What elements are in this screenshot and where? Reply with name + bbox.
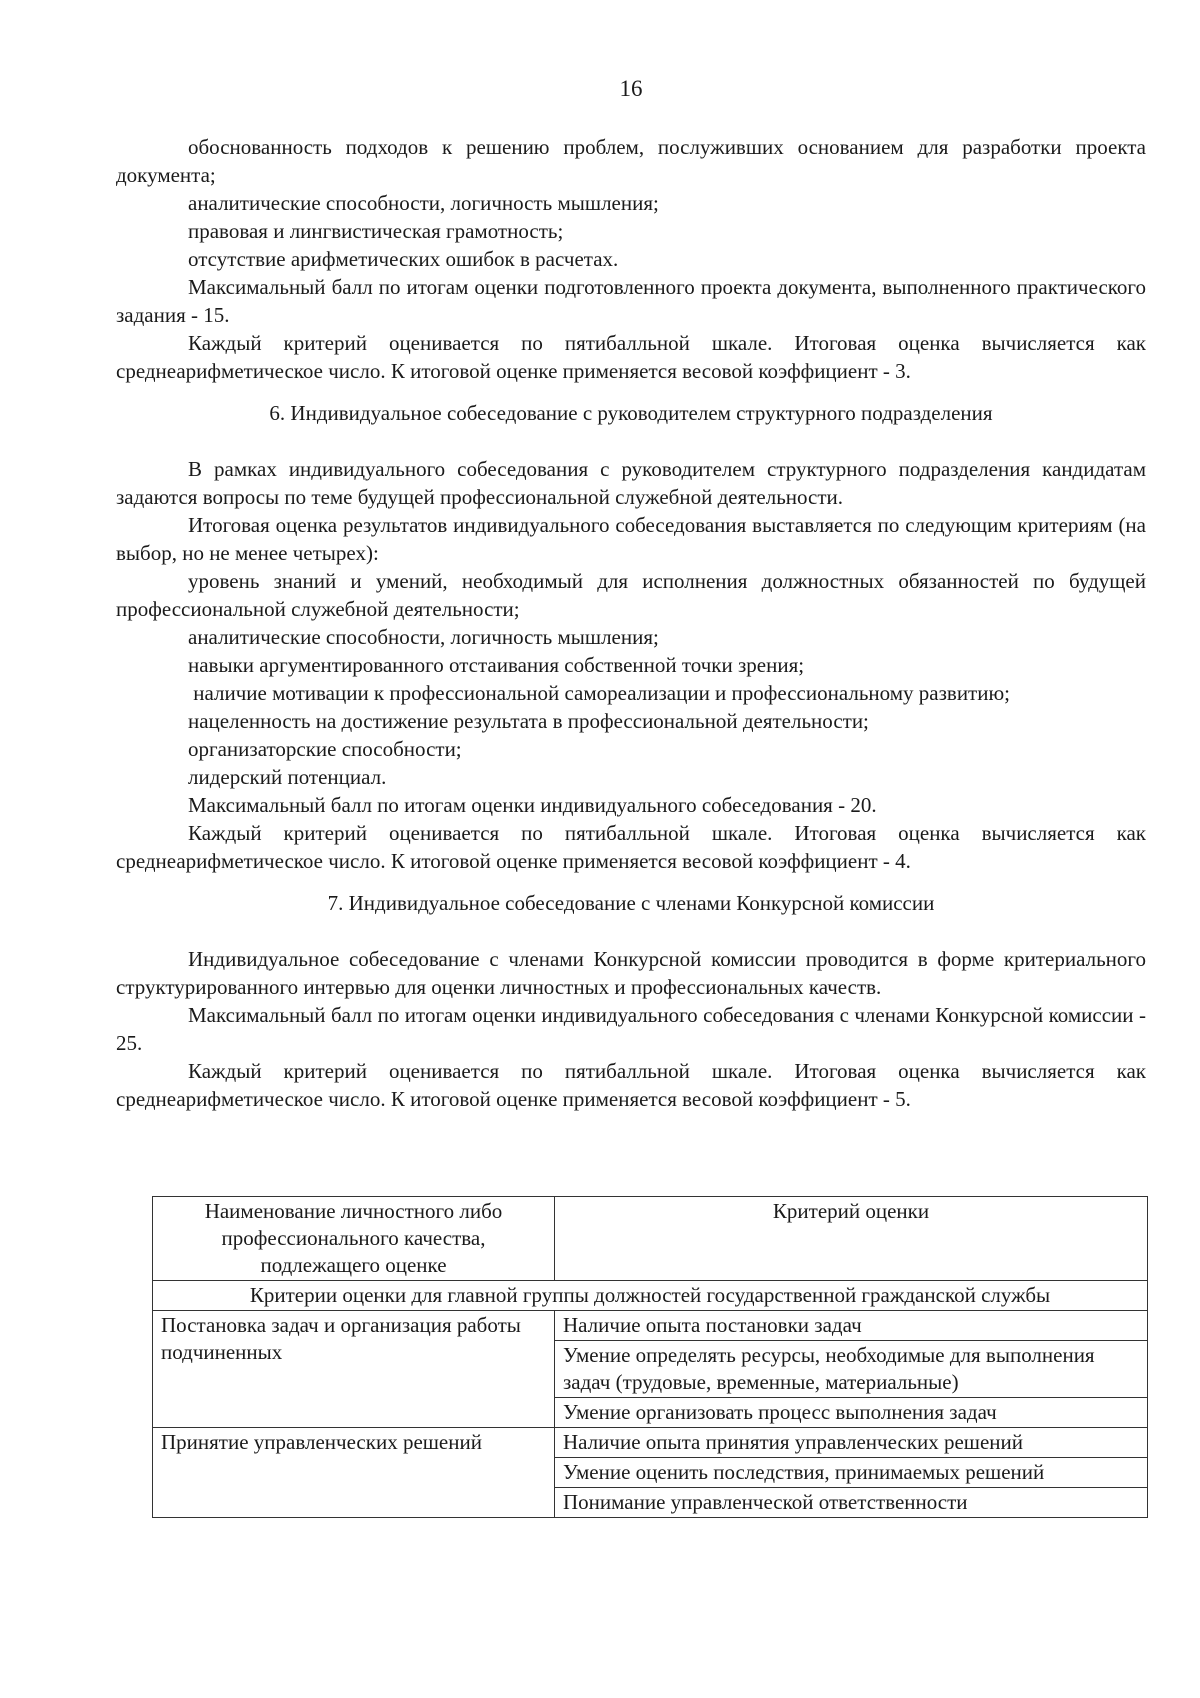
page-number: 16 xyxy=(619,76,643,101)
intro-paragraph-5: Максимальный балл по итогам оценки подготовленного проекта документа, выполненного практического задания - 15. xyxy=(116,275,1146,327)
section-6-paragraph-10: Максимальный балл по итогам оценки индивидуального собеседования - 20. xyxy=(188,793,877,817)
section-6-paragraph-1: В рамках индивидуального собеседования с руководителем структурного подразделения кандидатам задаются вопросы по теме будущей профессиональной служебной деятельности. xyxy=(116,457,1146,509)
section-6-paragraph-9: лидерский потенциал. xyxy=(188,765,387,789)
section-6-paragraph-4: аналитические способности, логичность мышления; xyxy=(188,625,659,649)
intro-paragraph-3: правовая и лингвистическая грамотность; xyxy=(188,219,564,243)
table-criterion: Умение оценить последствия, принимаемых решений xyxy=(555,1458,1148,1488)
table-criterion: Умение организовать процесс выполнения задач xyxy=(555,1398,1148,1428)
intro-paragraph-6: Каждый критерий оценивается по пятибалльной шкале. Итоговая оценка вычисляется как среднеарифметическое число. К итоговой оценке применяется весовой коэффициент - 3. xyxy=(116,331,1146,383)
section-6-title: 6. Индивидуальное собеседование с руководителем структурного подразделения xyxy=(269,401,993,425)
intro-paragraph-1: обоснованность подходов к решению проблем, послуживших основанием для разработки проекта документа; xyxy=(116,135,1146,187)
section-6-paragraph-7: нацеленность на достижение результата в профессиональной деятельности; xyxy=(188,709,869,733)
table-group-title: Критерии оценки для главной группы должностей государственной гражданской службы xyxy=(153,1281,1148,1311)
section-7-title: 7. Индивидуальное собеседование с членами Конкурсной комиссии xyxy=(327,891,935,915)
section-6-paragraph-8: организаторские способности; xyxy=(188,737,462,761)
table-row xyxy=(153,1311,1148,1341)
table-criterion: Понимание управленческой ответственности xyxy=(555,1488,1148,1518)
section-7-paragraph-1: Индивидуальное собеседование с членами Конкурсной комиссии проводится в форме критериального структурированного интервью для оценки личностных и профессиональных качеств. xyxy=(116,947,1146,999)
page-body xyxy=(116,133,1146,1113)
criteria-table xyxy=(152,1196,1148,1518)
table-criterion: Наличие опыта принятия управленческих решений xyxy=(555,1428,1148,1458)
section-6-paragraph-6: наличие мотивации к профессиональной самореализации и профессиональному развитию; xyxy=(188,681,1010,705)
section-6-paragraph-5: навыки аргументированного отстаивания собственной точки зрения; xyxy=(188,653,805,677)
table-quality-name: Постановка задач и организация работы подчиненных xyxy=(153,1311,555,1428)
intro-paragraph-4: отсутствие арифметических ошибок в расчетах. xyxy=(188,247,619,271)
table-criterion: Умение определять ресурсы, необходимые для выполнения задач (трудовые, временные, материальные) xyxy=(555,1341,1148,1398)
table-group-row xyxy=(153,1281,1148,1311)
section-6-paragraph-2: Итоговая оценка результатов индивидуального собеседования выставляется по следующим критериям (на выбор, но не менее четырех): xyxy=(116,513,1146,565)
table-row xyxy=(153,1428,1148,1458)
table-header-row xyxy=(153,1197,1148,1281)
section-6-paragraph-3: уровень знаний и умений, необходимый для исполнения должностных обязанностей по будущей профессиональной служебной деятельности; xyxy=(116,569,1146,621)
table-quality-name: Принятие управленческих решений xyxy=(153,1428,555,1518)
section-6-paragraph-11: Каждый критерий оценивается по пятибалльной шкале. Итоговая оценка вычисляется как среднеарифметическое число. К итоговой оценке применяется весовой коэффициент - 4. xyxy=(116,821,1146,873)
table-criterion: Наличие опыта постановки задач xyxy=(555,1311,1148,1341)
table-header-quality: Наименование личностного либо профессионального качества, подлежащего оценке xyxy=(153,1197,555,1281)
intro-paragraph-2: аналитические способности, логичность мышления; xyxy=(188,191,659,215)
table-header-criterion: Критерий оценки xyxy=(555,1197,1148,1281)
section-7-paragraph-2: Максимальный балл по итогам оценки индивидуального собеседования с членами Конкурсной комиссии - 25. xyxy=(116,1003,1146,1055)
section-7-paragraph-3: Каждый критерий оценивается по пятибалльной шкале. Итоговая оценка вычисляется как среднеарифметическое число. К итоговой оценке применяется весовой коэффициент - 5. xyxy=(116,1059,1146,1111)
